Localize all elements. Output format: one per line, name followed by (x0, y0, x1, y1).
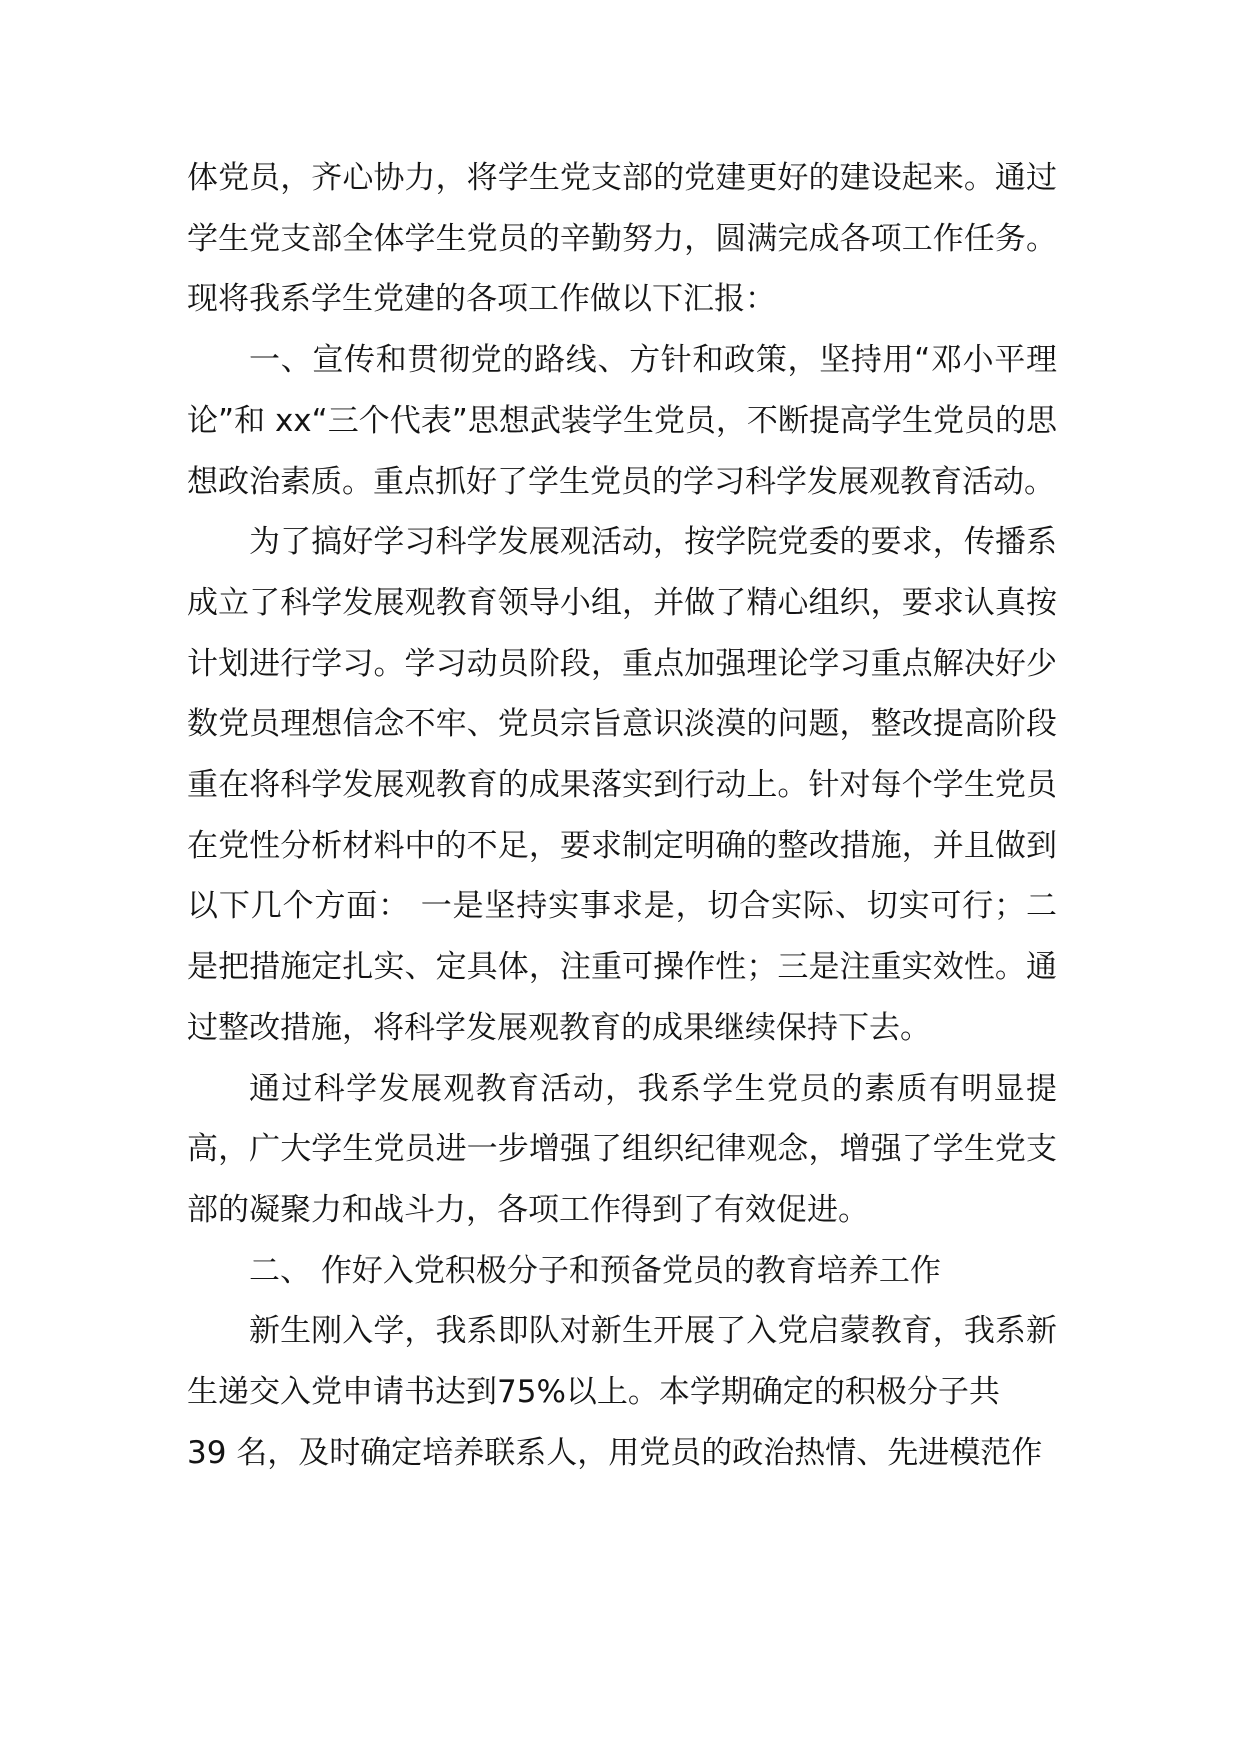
paragraph-activists-continued: 39 名，及时确定培养联系人，用党员的政治热情、先进模范作 (187, 1434, 1043, 1471)
paragraph-new-students: 新生刚入学，我系即队对新生开展了入党启蒙教育，我系新生递交入党申请书达到75%以上。本学期确定的积极分子共 (187, 1313, 1057, 1411)
paragraph-intro-continued: 体党员，齐心协力，将学生党支部的党建更好的建设起来。通过学生党支部全体学生党员的辛勤努力，圆满完成各项工作任务。现将我系学生党建的各项工作做以下汇报： (187, 160, 1057, 318)
section-heading-two: 二、 作好入党积极分子和预备党员的教育培养工作 (249, 1252, 941, 1289)
paragraph-study-activity: 为了搞好学习科学发展观活动，按学院党委的要求，传播系成立了科学发展观教育领导小组，并做了精心组织，要求认真按计划进行学习。学习动员阶段，重点加强理论学习重点解决好少数党员理想信念不牢、党员宗旨意识淡漠的问题，整改提高阶段重在将科学发展观教育的成果落实到行动上。针对每个学生党员在党性分析材料中的不足，要求制定明确的整改措施，并且做到以下几个方面： 一是坚持实事求是，切合实际、切实可行；二是把措施定扎实、定具体，注重可操作性；三是注重实效性。通过整改措施，将科学发展观教育的成果继续保持下去。 (187, 524, 1057, 1046)
paragraph-results: 通过科学发展观教育活动，我系学生党员的素质有明显提高，广大学生党员进一步增强了组织纪律观念，增强了学生党支部的凝聚力和战斗力，各项工作得到了有效促进。 (187, 1070, 1057, 1228)
document-body (187, 148, 1057, 1483)
paragraph-section-one: 一、宣传和贯彻党的路线、方针和政策，坚持用“邓小平理论”和 xx“三个代表”思想武装学生党员，不断提高学生党员的思想政治素质。重点抓好了学生党员的学习科学发展观教育活动。 (187, 342, 1057, 500)
